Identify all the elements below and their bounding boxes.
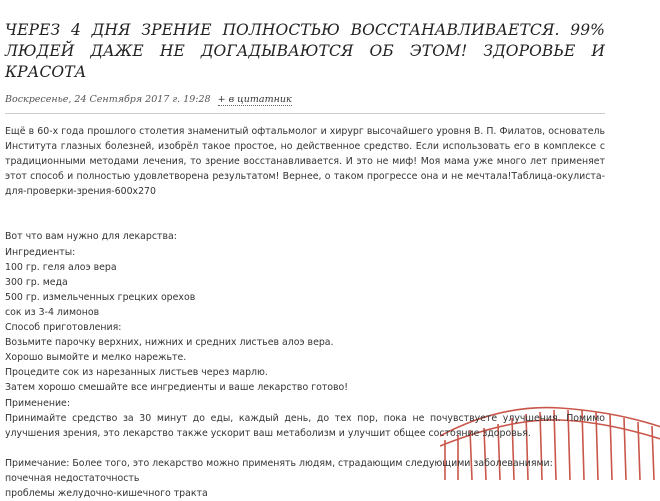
text-line: Применение:	[5, 397, 70, 409]
application-paragraph: Принимайте средство за 30 минут до еды, каждый день, до тех пор, пока не почувствуете улучшения. Помимо улучшения зрения, это лекарство также ускорит ваш метаболизм и улучшит общее состояние здоровья.	[5, 412, 605, 439]
spacer	[5, 441, 605, 456]
add-to-quotes-link[interactable]: + в цитатник	[217, 94, 292, 105]
note-line: Примечание: Более того, это лекарство можно применять людям, страдающим следующими заболеваниями:	[5, 457, 553, 469]
intro-paragraph: Ещё в 60-х года прошлого столетия знаменитый офтальмолог и хирург высочайшего уровня В. П. Филатов, основатель Института глазных болезней, изобрёл такое простое, но действенное средство. Если использовать его в комплексе с традиционными методами лечения, то зрение восстанавливается. И это не миф! Моя мама уже много лет применяет этот способ и полностью удовлетворена результатом! Вернее, о таком прогрессе она и не мечтала!Таблица-окулиста-для-проверки-зрения-600х270	[5, 126, 605, 198]
text-line: Вот что вам нужно для лекарства:	[5, 231, 177, 243]
ingredient-line: 100 гр. геля алоэ вера	[5, 261, 117, 273]
article-title: ЧЕРЕЗ 4 ДНЯ ЗРЕНИЕ ПОЛНОСТЬЮ ВОССТАНАВЛИВАЕТСЯ. 99% ЛЮДЕЙ ДАЖЕ НЕ ДОГАДЫВАЮТСЯ ОБ ЭТОМ! ЗДОРОВЬЕ И КРАСОТА	[5, 21, 605, 81]
ingredient-line: 300 гр. меда	[5, 276, 68, 288]
step-line: Хорошо вымойте и мелко нарежьте.	[5, 352, 187, 364]
step-line: Процедите сок из нарезанных листьев через марлю.	[5, 367, 268, 379]
ingredient-line: сок из 3-4 лимонов	[5, 306, 100, 318]
spacer	[5, 214, 605, 229]
article-container	[5, 0, 605, 501]
text-line: Ингредиенты:	[5, 246, 76, 258]
article-meta	[5, 89, 605, 114]
step-line: Затем хорошо смешайте все ингредиенты и ваше лекарство готово!	[5, 382, 349, 394]
article-body	[5, 124, 605, 501]
ingredient-line: 500 гр. измельченных грецких орехов	[5, 291, 196, 303]
post-date: Воскресенье, 24 Сентября 2017 г. 19:28	[5, 94, 211, 105]
text-line: Способ приготовления:	[5, 322, 122, 334]
note-line: почечная недостаточность	[5, 472, 140, 484]
note-line: проблемы желудочно-кишечного тракта	[5, 487, 208, 499]
spacer	[5, 199, 605, 214]
step-line: Возьмите парочку верхних, нижних и средних листьев алоэ вера.	[5, 337, 334, 349]
